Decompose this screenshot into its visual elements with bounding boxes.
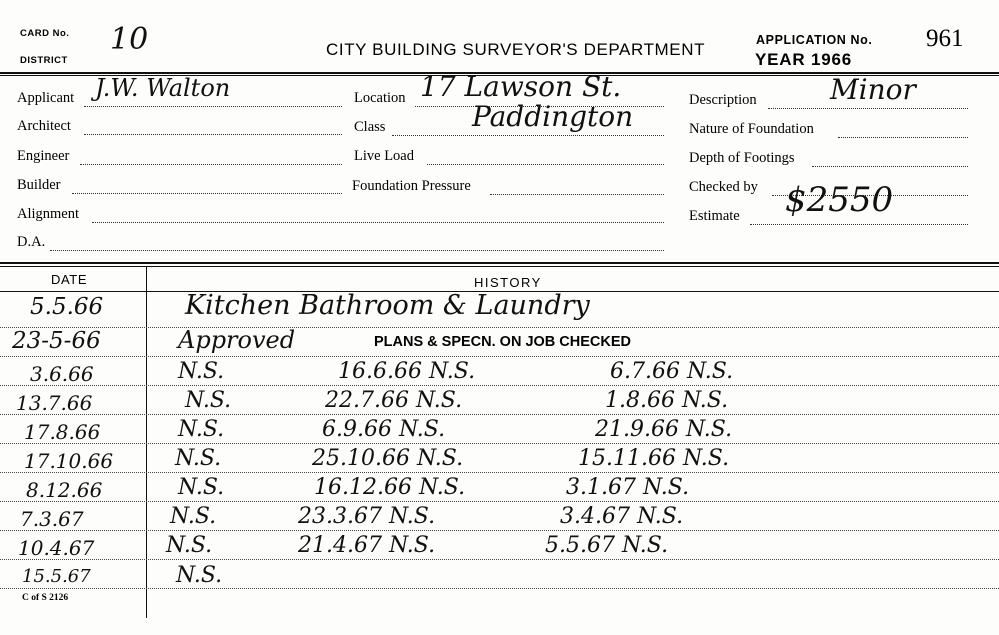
date-column-divider bbox=[146, 266, 147, 618]
history-date: 17.8.66 bbox=[24, 420, 101, 444]
card-no-label: CARD No. bbox=[20, 28, 70, 39]
history-date: 10.4.67 bbox=[18, 536, 95, 560]
history-entry: N.S. bbox=[178, 417, 225, 442]
application-number: 961 bbox=[926, 25, 964, 52]
builder-label: Builder bbox=[17, 177, 61, 193]
form-code: C of S 2126 bbox=[22, 593, 69, 603]
year-label: YEAR 1966 bbox=[755, 50, 852, 69]
history-header: HISTORY bbox=[474, 275, 542, 290]
history-top-rule bbox=[0, 262, 999, 264]
description-value: Minor bbox=[830, 73, 916, 106]
live-load-label: Live Load bbox=[354, 148, 414, 164]
architect-label: Architect bbox=[17, 118, 71, 134]
history-entry: N.S. bbox=[185, 388, 232, 413]
application-label: APPLICATION No. bbox=[756, 33, 873, 47]
history-entry: 21.4.67 N.S. bbox=[298, 533, 436, 558]
history-entry: 5.5.67 N.S. bbox=[545, 533, 669, 558]
history-entry: N.S. bbox=[170, 504, 217, 529]
checked-by-label: Checked by bbox=[689, 179, 758, 195]
history-entry: 1.8.66 N.S. bbox=[605, 388, 729, 413]
history-entry: 25.10.66 N.S. bbox=[312, 446, 464, 471]
history-date: 5.5.66 bbox=[30, 294, 104, 320]
history-entry: N.S. bbox=[176, 563, 223, 588]
depth-footings-label: Depth of Footings bbox=[689, 150, 795, 166]
history-date: 3.6.66 bbox=[30, 362, 94, 386]
date-header: DATE bbox=[51, 272, 88, 287]
applicant-value: J.W. Walton bbox=[95, 74, 231, 102]
history-entry: 21.9.66 N.S. bbox=[595, 417, 733, 442]
history-entry: 23.3.67 N.S. bbox=[298, 504, 436, 529]
estimate-value: $2550 bbox=[785, 180, 894, 220]
history-entry: N.S. bbox=[175, 446, 222, 471]
applicant-label: Applicant bbox=[17, 90, 75, 106]
history-entry: Kitchen Bathroom & Laundry bbox=[185, 290, 590, 321]
history-date: 7.3.67 bbox=[20, 507, 84, 531]
history-entry: 22.7.66 N.S. bbox=[325, 388, 463, 413]
history-date: 15.5.67 bbox=[22, 566, 91, 587]
location-label: Location bbox=[354, 90, 406, 106]
plans-checked-stamp: PLANS & SPECN. ON JOB CHECKED bbox=[374, 334, 632, 350]
history-date: 17.10.66 bbox=[24, 449, 114, 473]
history-entry: 16.6.66 N.S. bbox=[338, 359, 476, 384]
history-entry: N.S. bbox=[166, 533, 213, 558]
history-entry: N.S. bbox=[178, 475, 225, 500]
da-label: D.A. bbox=[17, 234, 46, 250]
foundation-pressure-label: Foundation Pressure bbox=[352, 178, 471, 194]
history-entry: 3.4.67 N.S. bbox=[560, 504, 684, 529]
estimate-label: Estimate bbox=[689, 208, 740, 224]
history-entry: 15.11.66 N.S. bbox=[578, 446, 730, 471]
location-value-suburb: Paddington bbox=[472, 100, 634, 133]
history-entry: 3.1.67 N.S. bbox=[566, 475, 690, 500]
history-entry: 16.12.66 N.S. bbox=[314, 475, 466, 500]
history-date: 8.12.66 bbox=[26, 478, 103, 502]
history-entry: N.S. bbox=[178, 359, 225, 384]
history-entry: 6.7.66 N.S. bbox=[610, 359, 734, 384]
location-value: 17 Lawson St. bbox=[420, 70, 622, 103]
history-date: 13.7.66 bbox=[16, 391, 93, 415]
class-label: Class bbox=[354, 119, 386, 135]
engineer-label: Engineer bbox=[17, 148, 70, 164]
history-date: 23-5-66 bbox=[12, 328, 101, 354]
department-title: CITY BUILDING SURVEYOR'S DEPARTMENT bbox=[326, 40, 706, 59]
district-value: 10 bbox=[110, 22, 149, 57]
nature-foundation-label: Nature of Foundation bbox=[689, 121, 814, 137]
district-label: DISTRICT bbox=[20, 55, 68, 66]
description-label: Description bbox=[689, 92, 757, 108]
history-entry: Approved bbox=[178, 326, 296, 354]
alignment-label: Alignment bbox=[17, 206, 80, 222]
history-entry: 6.9.66 N.S. bbox=[322, 417, 446, 442]
